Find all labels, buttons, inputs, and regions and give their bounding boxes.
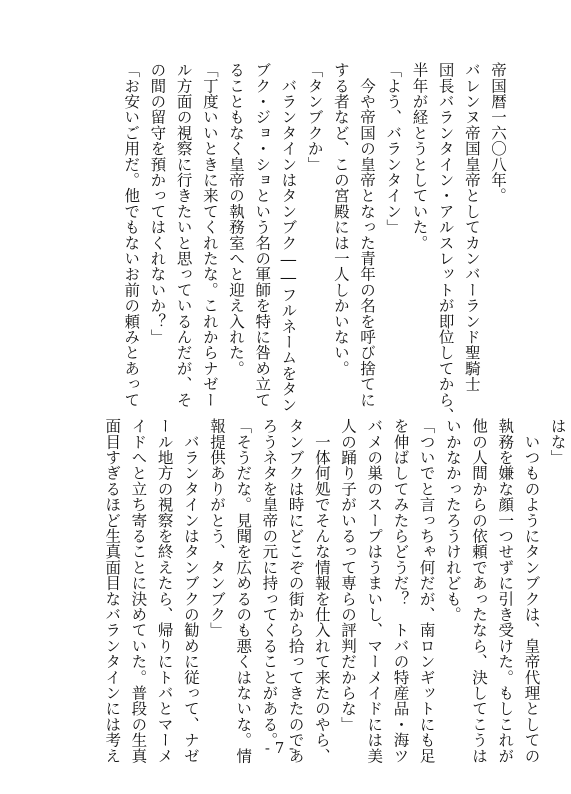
text-column: 半年が経とうとしていた。 xyxy=(410,62,429,251)
text-column: 「丁度いいときに来てくれたな。これからナゼー xyxy=(200,62,219,408)
text-column: ることもなく皇帝の執務室へと迎え入れた。 xyxy=(227,62,246,376)
text-column: ろうネタを皇帝の元に持ってくることがある。 xyxy=(260,418,279,748)
text-column: タンブクは時にどこぞの街から拾ってきたのであ xyxy=(286,418,305,764)
text-column: 「よう、バランタイン」 xyxy=(384,62,403,235)
text-column: 団長バランタイン・アルスレットが即位してから、 xyxy=(436,62,455,424)
text-column: 他の人間からの依頼であったなら、決してこうは xyxy=(470,418,489,764)
text-column: 執務を嫌な顔一つせずに引き受けた。もしこれが xyxy=(496,418,515,764)
text-column: 「ついでと言っちゃ何だが、南ロンギットにも足 xyxy=(417,418,436,764)
text-column: する者など、この宮殿には一人しかいない。 xyxy=(331,62,350,376)
text-column: を伸ばしてみたらどうだ？ トバの特産品・海ツ xyxy=(391,418,410,764)
text-column: ブク・ジョ・ショという名の軍師を特に咎め立て xyxy=(253,62,272,408)
text-column: バメの巣のスープはうまいし、マーメイドには美 xyxy=(365,418,384,764)
text-column: はな」 xyxy=(548,418,567,466)
text-column: ル方面の視察に行きたいと思っているんだが、そ xyxy=(174,62,193,408)
upper-text-block xyxy=(118,62,511,424)
text-column: いつものようにタンブクは、皇帝代理としての xyxy=(522,418,541,764)
text-column: 今や帝国の皇帝となった青年の名を呼び捨てに xyxy=(358,62,377,408)
text-column: 報提供ありがとう、タンブク」 xyxy=(208,418,227,638)
text-column: 帝国暦一六〇八年。 xyxy=(489,62,508,204)
text-column: イドへと立ち寄ることに決めていた。普段の生真 xyxy=(129,418,148,764)
text-column: バレンヌ帝国皇帝としてカンバーランド聖騎士 xyxy=(462,62,481,392)
text-column: の間の留守を預かってはくれないか？」 xyxy=(148,62,167,345)
text-column: 面目すぎるほど生真面目なバランタインには考え xyxy=(103,418,122,764)
text-column: 人の踊り子がいるって専らの評判だからな」 xyxy=(339,418,358,732)
lower-text-block xyxy=(99,418,571,764)
text-column: バランタインはタンブク――フルネームをタン xyxy=(279,62,298,413)
text-column: ール地方の視察を終えたら、帰りにトバとマーメ xyxy=(155,418,174,764)
text-column: 「そうだな。見聞を広めるのも悪くはないな。情 xyxy=(234,418,253,764)
text-column: 「タンブクか」 xyxy=(305,62,324,172)
text-column: 一体何処でそんな情報を仕入れて来たのやら、 xyxy=(312,418,331,764)
page-number: - 7 - xyxy=(264,739,295,757)
text-column: いかなかったろうけれども。 xyxy=(443,418,462,623)
text-column: 「お安いご用だ。他でもないお前の頼みとあって xyxy=(122,62,141,408)
text-column: バランタインはタンブクの勧めに従って、ナゼ xyxy=(181,418,200,764)
